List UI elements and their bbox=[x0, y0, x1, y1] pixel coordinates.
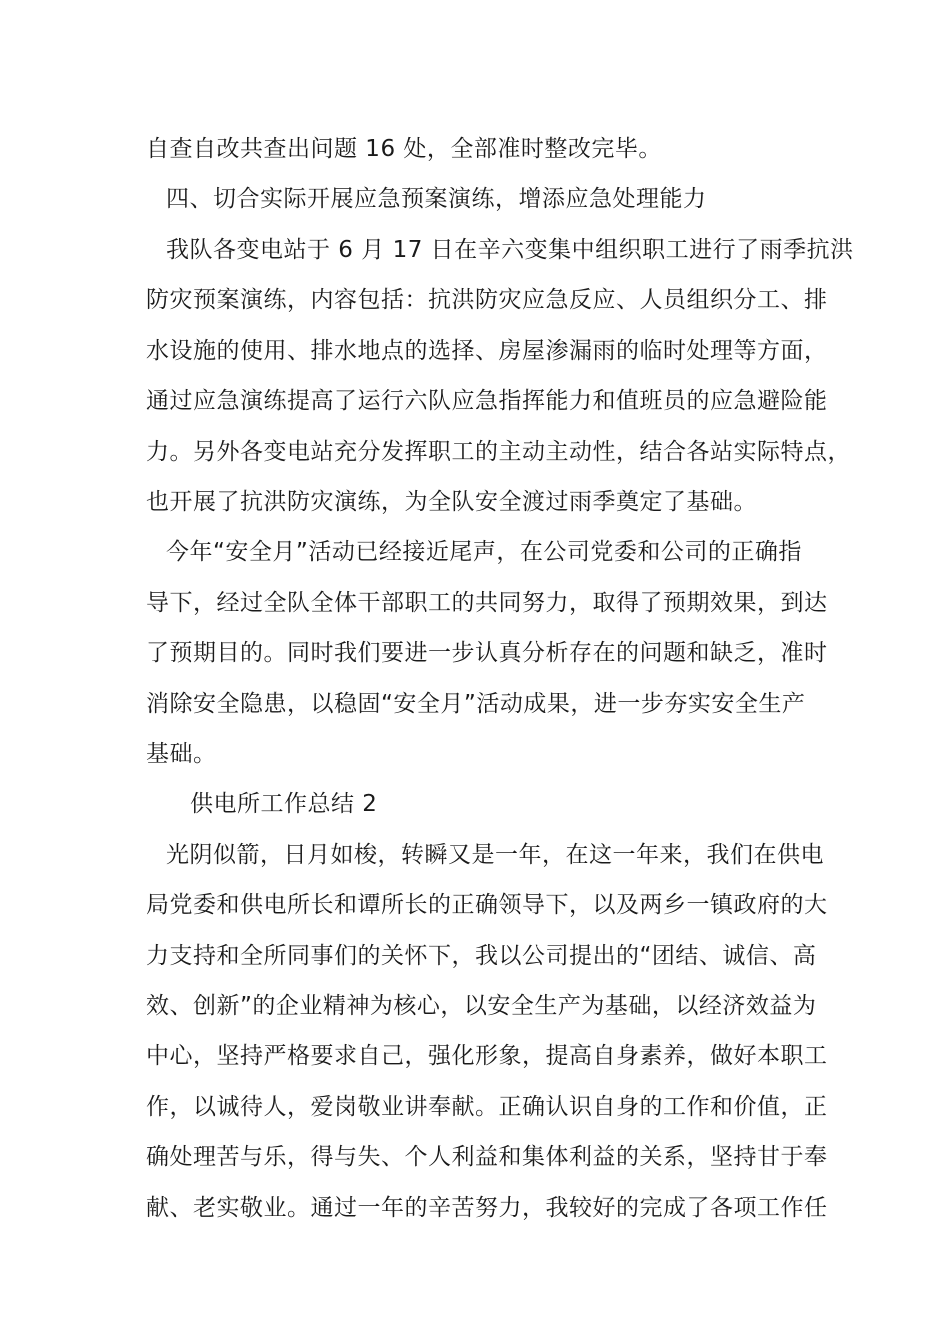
text-line: 今年“安全月”活动已经接近尾声，在公司党委和公司的正确指 bbox=[166, 539, 802, 565]
text-line: 基础。 bbox=[146, 741, 217, 767]
text-line: 也开展了抗洪防灾演练，为全队安全渡过雨季奠定了基础。 bbox=[146, 489, 757, 515]
text-line: 导下，经过全队全体干部职工的共同努力，取得了预期效果，到达 bbox=[146, 590, 828, 616]
text-line: 献、老实敬业。通过一年的辛苦努力，我较好的完成了各项工作任 bbox=[146, 1195, 828, 1221]
text-line: 自查自改共查出问题 16 处，全部准时整改完毕。 bbox=[146, 136, 662, 162]
text-line: 通过应急演练提高了运行六队应急指挥能力和值班员的应急避险能 bbox=[146, 388, 828, 414]
text-line: 我队各变电站于 6 月 17 日在辛六变集中组织职工进行了雨季抗洪 bbox=[166, 237, 854, 263]
text-line: 力支持和全所同事们的关怀下，我以公司提出的“团结、诚信、高 bbox=[146, 943, 817, 969]
text-line: 消除安全隐患，以稳固“安全月”活动成果，进一步夯实安全生产 bbox=[146, 691, 806, 717]
text-line: 作，以诚待人，爱岗敬业讲奉献。正确认识自身的工作和价值，正 bbox=[146, 1094, 828, 1120]
text-line: 光阴似箭，日月如梭，转瞬又是一年，在这一年来，我们在供电 bbox=[166, 842, 824, 868]
text-line: 防灾预案演练，内容包括：抗洪防灾应急反应、人员组织分工、排 bbox=[146, 287, 828, 313]
text-line: 水设施的使用、排水地点的选择、房屋渗漏雨的临时处理等方面， bbox=[146, 338, 828, 364]
text-line: 了预期目的。同时我们要进一步认真分析存在的问题和缺乏，准时 bbox=[146, 640, 828, 666]
text-line: 效、创新”的企业精神为核心，以安全生产为基础，以经济效益为 bbox=[146, 993, 817, 1019]
text-line: 中心，坚持严格要求自己，强化形象，提高自身素养，做好本职工 bbox=[146, 1043, 828, 1069]
document-subtitle: 供电所工作总结 2 bbox=[190, 791, 378, 817]
text-line: 确处理苦与乐，得与失、个人利益和集体利益的关系，坚持甘于奉 bbox=[146, 1144, 828, 1170]
section-heading: 四、切合实际开展应急预案演练，增添应急处理能力 bbox=[166, 186, 707, 212]
text-line: 力。另外各变电站充分发挥职工的主动主动性，结合各站实际特点， bbox=[146, 439, 851, 465]
text-line: 局党委和供电所长和谭所长的正确领导下，以及两乡一镇政府的大 bbox=[146, 892, 828, 918]
